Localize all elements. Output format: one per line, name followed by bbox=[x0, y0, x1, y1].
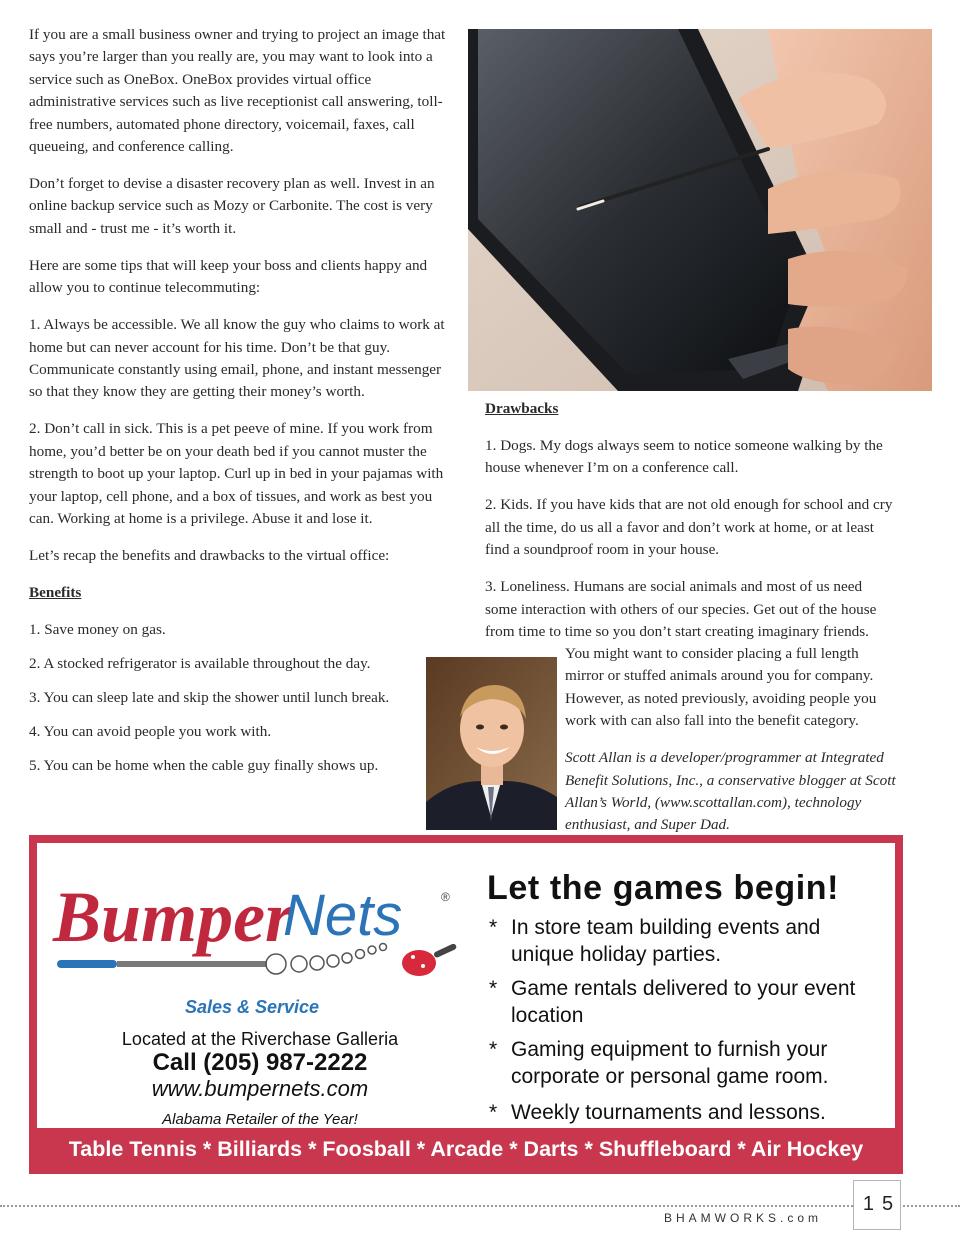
ad-bullet: * Gaming equipment to furnish your corporate or personal game room. bbox=[489, 1038, 829, 1088]
footer-site-name: BHAMWORKS.com bbox=[664, 1211, 823, 1225]
paragraph: If you are a small business owner and trying to project an image that says you’re larger than you really are, you may want to look into a service such as OneBox. OneBox provides virtual office administrative services such as live receptionist call answering, toll-free numbers, automated phone directory, voicemail, faxes, call queueing, and conference calling. bbox=[29, 26, 446, 156]
author-photo bbox=[426, 657, 557, 830]
sales-service-tagline: Sales & Service bbox=[184, 997, 320, 1017]
ad-bullet: * Game rentals delivered to your event location bbox=[489, 977, 856, 1027]
paragraph: Don’t forget to devise a disaster recovery plan as well. Invest in an online backup service such as Mozy or Carbonite. The cost is very small and - trust me - it’s worth it. bbox=[29, 175, 435, 237]
retailer-award: Alabama Retailer of the Year! bbox=[162, 1111, 358, 1128]
paragraph: You might want to consider placing a full length mirror or stuffed animals around you for company. However, as noted previously, avoiding people you work with can also fall into the benefit category. bbox=[565, 645, 877, 730]
logo-bumper-text: Bumper bbox=[53, 877, 294, 957]
drawback-item: 2. Kids. If you have kids that are not old enough for school and cry all the time, do us all a favor and don’t work at home, or at least find a soundproof room in your house. bbox=[485, 496, 893, 559]
store-phone: Call (205) 987-2222 bbox=[152, 1049, 368, 1076]
paragraph: Here are some tips that will keep your boss and clients happy and allow you to continue telecommuting: bbox=[29, 256, 428, 297]
author-bio: Scott Allan is a developer/programmer at Integrated Benefit Solutions, Inc., a conservative blogger at Scott Allan’s World, (www.scottallan.com), technology enthusiast, and Super Dad. bbox=[565, 749, 896, 834]
bullet-star-icon: * bbox=[489, 977, 498, 1000]
article-continued-text bbox=[565, 643, 900, 851]
benefit-item: 2. A stocked refrigerator is available throughout the day. bbox=[29, 655, 371, 673]
drawback-item: 1. Dogs. My dogs always seem to notice someone walking by the house whenever I’m on a conference call. bbox=[485, 437, 883, 477]
store-location: Located at the Riverchase Galleria bbox=[121, 1029, 399, 1049]
benefit-item: 4. You can avoid people you work with. bbox=[29, 723, 272, 741]
paragraph: Let’s recap the benefits and drawbacks to the virtual office: bbox=[29, 547, 390, 565]
article-left-column bbox=[29, 24, 449, 789]
benefits-heading: Benefits bbox=[29, 584, 82, 602]
bumpernets-logo bbox=[51, 863, 471, 983]
paragraph: 2. Don’t call in sick. This is a pet peeve of mine. If you work from home, you’d better be on your death bed if you cannot muster the strength to boot up your laptop. Curl up in bed in your pajamas with your laptop, cell phone, and a box of tissues, and work as best you can. Working at home is a privilege. Abuse it and lose it. bbox=[29, 420, 444, 528]
drawback-item: 3. Loneliness. Humans are social animals and most of us need some interaction with others of our species. Get out of the house from time to time so you don’t start creating imaginary friends. bbox=[485, 578, 877, 641]
store-website: www.bumpernets.com bbox=[151, 1076, 369, 1101]
benefit-item: 5. You can be home when the cable guy finally shows up. bbox=[29, 757, 379, 775]
bullet-star-icon: * bbox=[489, 1101, 498, 1124]
registered-mark: ® bbox=[441, 890, 450, 904]
page-number-box bbox=[853, 1180, 901, 1230]
footer-divider bbox=[0, 1205, 960, 1207]
ad-games-banner: Table Tennis * Billiards * Foosball * Arcade * Darts * Shuffleboard * Air Hockey bbox=[68, 1137, 864, 1161]
author-portrait-illustration bbox=[426, 657, 557, 830]
page-number: 15 bbox=[862, 1193, 902, 1215]
logo-nets-text: Nets bbox=[283, 883, 403, 948]
ad-left-panel bbox=[37, 843, 477, 1128]
bullet-star-icon: * bbox=[489, 916, 498, 939]
ad-bullet: * Weekly tournaments and lessons. bbox=[489, 1101, 826, 1124]
ad-headline: Let the games begin! bbox=[487, 869, 840, 907]
ad-bullet: * In store team building events and unique holiday parties. bbox=[489, 916, 821, 966]
ad-right-panel bbox=[487, 843, 887, 1128]
bumpernets-advertisement bbox=[29, 835, 903, 1174]
ad-content-panel bbox=[37, 843, 895, 1128]
paragraph: 1. Always be accessible. We all know the guy who claims to work at home but can never account for his time. Don’t be that guy. Communicate constantly using email, phone, and instant messenger so that they know they are getting their money’s worth. bbox=[29, 316, 445, 401]
smartphone-photo-illustration bbox=[468, 29, 932, 391]
smartphone-stylus-photo bbox=[468, 29, 932, 391]
bullet-star-icon: * bbox=[489, 1038, 498, 1061]
article-right-column bbox=[485, 398, 897, 658]
benefit-item: 3. You can sleep late and skip the shower until lunch break. bbox=[29, 689, 390, 707]
drawbacks-heading: Drawbacks bbox=[485, 400, 559, 417]
benefit-item: 1. Save money on gas. bbox=[29, 621, 166, 639]
